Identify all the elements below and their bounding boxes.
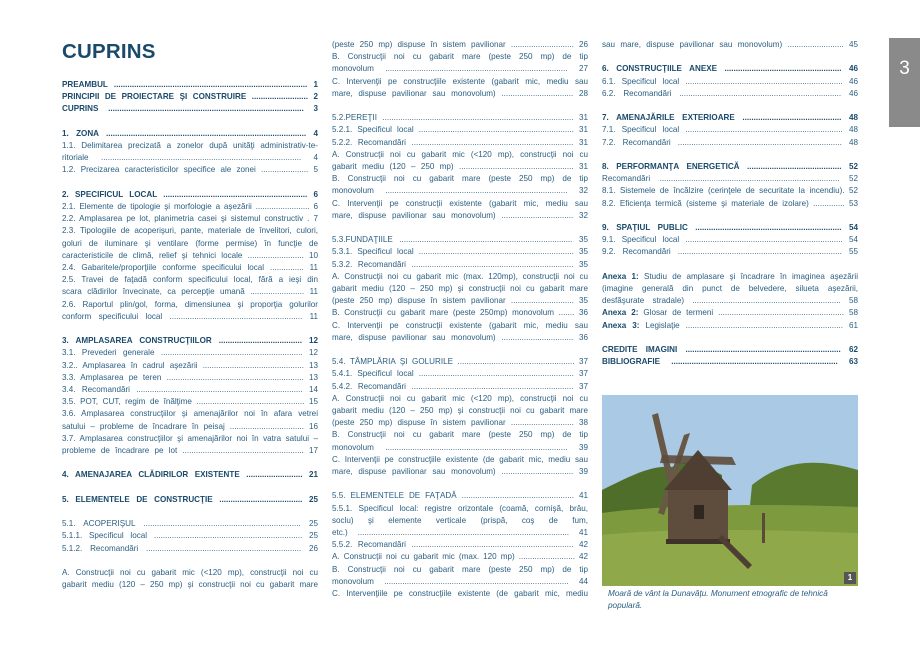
toc-entry: (peste 250 mp) dispuse în sistem pavilionar ............................ 38 <box>332 418 588 428</box>
toc-chapter-entry: CREDITE IMAGINI ..................................................................... 62 <box>602 344 858 354</box>
toc-entry: A. Construcţii noi cu gabarit mic (max. 120mp), construcţii noi cu <box>332 271 588 281</box>
toc-entry: 6.2. Recomandări ........................................................................ 46 <box>602 88 858 98</box>
toc-entry: C. Intervenţii pe construcţii existente (gabarit mic, mediu sau <box>332 198 588 208</box>
toc-entry: 5.1.1. Specificul local .................................................................. 25 <box>62 531 318 541</box>
toc-entry: 3.6. Amplasarea construcţiilor şi amenajărilor noi în afara vetrei <box>62 409 318 419</box>
toc-entry: (peste 250 mp) dispuse în sistem pavilionar ............................ 35 <box>332 296 588 306</box>
toc-spacer <box>602 100 858 112</box>
toc-chapter-entry: 1. ZONA ......................................................................................... 4 <box>62 128 318 138</box>
toc-entry: satului – probleme de încadrare în peisaj ................................. 16 <box>62 421 318 431</box>
toc-entry: 6.1. Specificul local ...................................................................... 46 <box>602 76 858 86</box>
toc-entry: ritoriale ......................................................................................... 4 <box>62 153 318 163</box>
toc-entry: Anexa 2: Glosar de termeni ........................................................ 58 <box>602 308 858 318</box>
toc-entry: monovolum ................................................................................. 32 <box>332 186 588 196</box>
toc-entry: 5.1.2. Recomandări ..................................................................... 26 <box>62 543 318 553</box>
toc-entry: gabarit mediu (120 – 250 mp) şi construcţii noi cu gabarit mare <box>62 580 318 590</box>
toc-chapter-entry: 7. AMENAJĂRILE EXTERIOARE ............................................ 48 <box>602 113 858 123</box>
page-title: CUPRINS <box>62 40 156 63</box>
toc-entry: 5.5. ELEMENTELE DE FAŢADĂ .................................................. 41 <box>332 491 588 501</box>
toc-entry: A. Construcţii noi cu gabarit mic (<120 mp), construcţii noi cu <box>62 568 318 578</box>
toc-chapter-entry: 8. PERFORMANŢA ENERGETICĂ .......................................... 52 <box>602 161 858 171</box>
photo-badge: 1 <box>844 572 856 584</box>
toc-spacer <box>602 332 858 344</box>
toc-chapter-entry: BIBLIOGRAFIE .......................................................................... 63 <box>602 357 858 367</box>
toc-chapter-entry: 2. SPECIFICUL LOCAL ................................................................ 6 <box>62 189 318 199</box>
toc-entry: 2.1. Elemente de tipologie şi morfologie a aşezării ........................ 6 <box>62 202 318 211</box>
toc-entry: gabarit mediu (120 – 250 mp) şi construcţii noi cu gabarit mare <box>332 406 588 416</box>
toc-entry: scara clădirilor învecinate, ca percepţie umană ........................ 11 <box>62 287 318 297</box>
toc-column-1 <box>62 79 318 591</box>
toc-spacer <box>332 344 588 356</box>
toc-spacer <box>62 555 318 567</box>
page-number-tab <box>889 38 920 127</box>
windmill-photo <box>602 395 858 586</box>
toc-entry: 5.3.2. Recomandări ........................................................................ 35 <box>332 259 588 269</box>
toc-entry: desfăşurate stradale) .................................................................. 58 <box>602 296 858 306</box>
toc-spacer <box>62 506 318 518</box>
toc-entry: 5.4.2. Recomandări ........................................................................ 37 <box>332 381 588 391</box>
toc-entry: B. Construcţii noi cu gabarit mare (peste 250 mp) de tip <box>332 430 588 440</box>
toc-entry: B. Construcţii noi cu gabarit mare (peste 250 mp) de tip <box>332 174 588 184</box>
toc-entry: 8.1. Sistemele de încălzire (cerinţele de securitate la incendiu). 52 <box>602 186 858 196</box>
toc-chapter-entry: 5. ELEMENTELE DE CONSTRUCŢIE ..................................... 25 <box>62 494 318 504</box>
toc-entry: 3.3. Amplasarea pe teren ............................................................. 13 <box>62 372 318 382</box>
toc-entry: (imagine generală din punct de belvedere, silueta aşezării, <box>602 283 858 293</box>
toc-spacer <box>62 177 318 189</box>
toc-entry: 3.5. POT, CUT, regim de înălţime ................................................ 15 <box>62 397 318 407</box>
toc-spacer <box>62 482 318 494</box>
toc-entry: C. Intervenţii pe construcţiile existente (de gabarit mic, mediu sau <box>332 454 588 464</box>
toc-entry: 5.2.2. Recomandări ........................................................................ 31 <box>332 137 588 147</box>
toc-entry: Anexa 3: Legislaţie ...................................................................... 61 <box>602 320 858 330</box>
toc-entry: 2.2. Amplasarea pe lot, planimetria casei şi sistemul constructiv . 7 <box>62 214 318 224</box>
toc-chapter-entry: 4. AMENAJAREA CLĂDIRILOR EXISTENTE ......................... 21 <box>62 470 318 480</box>
toc-entry: 5.5.1. Specificul local: registre orizontale (coamă, cornişă, brâu, <box>332 503 588 513</box>
toc-entry: B. Construcţii cu gabarit mare (peste 250mp) monovolum ....... 36 <box>332 308 588 318</box>
toc-spacer <box>602 51 858 63</box>
toc-entry: probleme de încadrare pe lot ...................................................... 17 <box>62 446 318 456</box>
page-number: 3 <box>899 58 910 79</box>
toc-entry: soclu) şi elemente verticale (prispă, coş de fum, <box>332 515 588 525</box>
toc-entry: etc.) .............................................................................................. 41 <box>332 528 588 538</box>
toc-entry: 2.3. Tipologiile de acoperişuri, pante, materiale de învelitori, culori, <box>62 226 318 236</box>
toc-spacer <box>332 478 588 490</box>
toc-column-2 <box>332 39 588 600</box>
toc-chapter-entry: PREAMBUL ...................................................................................... 1 <box>62 80 318 89</box>
toc-chapter-entry: CUPRINS ....................................................................................... 3 <box>62 104 318 114</box>
toc-entry: 3.4. Recomandări .......................................................................... 14 <box>62 385 318 395</box>
toc-entry: 5.2.1. Specificul local ..................................................................... 31 <box>332 125 588 135</box>
toc-entry: mare, dispuse pavilionar sau monovolum) ................................ 36 <box>332 332 588 342</box>
toc-spacer <box>602 149 858 161</box>
toc-entry: A. Construcţii noi cu gabarit mic (<120 mp), construcţii noi cu <box>332 149 588 159</box>
toc-spacer <box>62 457 318 469</box>
photo-caption: Moară de vânt la Dunavăţu. Monument etnografic de tehnică populară. <box>608 589 828 610</box>
toc-entry: gabarit mediu (120 – 250 mp) şi construcţii noi cu gabarit mare <box>332 284 588 294</box>
toc-spacer <box>332 222 588 234</box>
toc-entry: gabarit mediu (120 – 250 mp) ................................................... 31 <box>332 162 588 172</box>
toc-entry: 1.1. Delimitarea precizată a zonelor după unităţi administrativ-te- <box>62 141 318 150</box>
toc-entry: A. Construcţii noi cu gabarit mic (<120 mp), construcţii noi cu <box>332 393 588 403</box>
toc-entry: 5.5.2. Recomandări ........................................................................ 42 <box>332 540 588 550</box>
toc-entry: monovolum ................................................................................. 27 <box>332 64 588 74</box>
toc-spacer <box>332 100 588 112</box>
toc-entry: Anexa 1: Studiu de amplasare şi încadrare în imaginea aşezării <box>602 271 858 281</box>
toc-entry: B. Construcţii noi cu gabarit mare (peste 250 mp) de tip <box>332 564 588 574</box>
toc-chapter-entry: 6. CONSTRUCŢIILE ANEXE .................................................... 46 <box>602 64 858 74</box>
toc-entry: 9.1. Specificul local ...................................................................... 54 <box>602 235 858 245</box>
toc-spacer <box>602 259 858 271</box>
toc-chapter-entry: 3. AMPLASAREA CONSTRUCŢIILOR ..................................... 12 <box>62 336 318 346</box>
toc-entry: 3.7. Amplasarea construcţiilor şi amenajărilor noi în vatra satului – <box>62 433 318 443</box>
windmill-illustration <box>602 395 858 586</box>
toc-entry: 1.2. Precizarea caracteristicilor specifice ale zonei ..................... 5 <box>62 165 318 175</box>
toc-entry: 7.2. Recomandări ......................................................................... 48 <box>602 137 858 147</box>
toc-entry: 3.2.. Amplasarea în cadrul aşezării ............................................. 13 <box>62 360 318 370</box>
toc-entry: 5.3.FUNDAŢIILE ............................................................................. 35 <box>332 235 588 245</box>
toc-entry: 2.4. Gabaritele/proporţiile conforme specificului local ............... 11 <box>62 263 318 273</box>
toc-entry: 2.5. Travei de faţadă conform specificului local, fără a ieşi din <box>62 275 318 285</box>
toc-entry: mare, dispuse pavilionar sau monovolum) ................................ 32 <box>332 210 588 220</box>
toc-entry: 5.3.1. Specificul local ..................................................................... 35 <box>332 247 588 257</box>
toc-entry: 7.1. Specificul local ...................................................................... 48 <box>602 125 858 135</box>
toc-entry: 5.1. ACOPERIŞUL ...................................................................... 25 <box>62 519 318 529</box>
toc-entry: C. Intervenţiile pe construcţiile existente (de gabarit mic, mediu <box>332 589 588 599</box>
toc-entry: B. Construcţii noi cu gabarit mare (peste 250 mp) de tip <box>332 52 588 62</box>
toc-spacer <box>602 210 858 222</box>
toc-spacer <box>62 323 318 335</box>
toc-entry: 5.4.1. Specificul local ..................................................................... 37 <box>332 369 588 379</box>
toc-entry: 5.2.PEREŢII ..................................................................................... 31 <box>332 113 588 123</box>
toc-chapter-entry: 9. SPAŢIUL PUBLIC ................................................................. 54 <box>602 222 858 232</box>
toc-entry: mare, dispuse pavilionar sau monovolum) ................................ 28 <box>332 88 588 98</box>
toc-entry: monovolum ................................................................................. 39 <box>332 442 588 452</box>
toc-entry: monovolum .................................................................................. 44 <box>332 576 588 586</box>
toc-entry: goluri de iluminare şi ventilare (forme permise) în funcţie de <box>62 238 318 248</box>
toc-chapter-entry: PRINCIPII DE PROIECTARE ŞI CONSTRUIRE ......................... 2 <box>62 92 318 102</box>
toc-entry: mare, dispuse pavilionar sau monovolum) ................................ 39 <box>332 467 588 477</box>
toc-entry: 9.2. Recomandări ......................................................................... 55 <box>602 247 858 257</box>
toc-entry: caracteristicile de climă, relief şi tehnici locale ......................... 10 <box>62 250 318 260</box>
toc-spacer <box>62 116 318 128</box>
toc-entry: 3.1. Prevederi generale ............................................................... 12 <box>62 348 318 358</box>
toc-entry: 8.2. Eficienţa termică (sisteme şi materiale de izolare) .............. 53 <box>602 198 858 208</box>
toc-entry: Recomandări ................................................................................ 52 <box>602 174 858 184</box>
toc-entry: (peste 250 mp) dispuse în sistem pavilionar ............................ 26 <box>332 40 588 49</box>
toc-column-3 <box>602 39 858 368</box>
toc-entry: conform specificului local ........................................................... 11 <box>62 311 318 321</box>
toc-entry: A. Construcţii noi cu gabarit mic (max. 120 mp) ......................... 42 <box>332 552 588 562</box>
toc-entry: 2.6. Raportul plin/gol, forma, dimensiunea şi proporţia golurilor <box>62 299 318 309</box>
toc-entry: C. Intervenţii pe construcţii existente (gabarit mic, mediu sau <box>332 320 588 330</box>
toc-entry: sau mare, dispuse pavilionar sau monovolum) ......................... 45 <box>602 40 858 49</box>
toc-entry: 5.4. TÂMPLĂRIA ŞI GOLURILE .................................................... 37 <box>332 357 588 367</box>
toc-entry: C. Intervenţii pe construcţiile existente (gabarit mic, mediu sau <box>332 76 588 86</box>
